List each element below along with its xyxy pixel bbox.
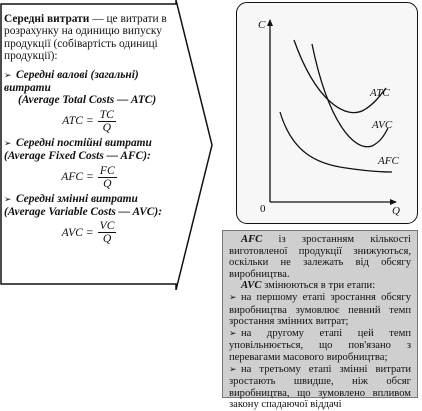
cost-item-avc [4,193,174,246]
avc-text: змінюються в три етапи: [264,280,376,292]
cost-item-afc [4,137,174,190]
formula-fraction [98,220,117,245]
formula-denominator: Q [102,120,111,134]
cost-title: Середні змінні витрати [16,192,138,205]
cost-abbreviation: (Average Fixed Costs — AFC): [4,150,151,163]
cost-item-atc [4,69,174,134]
definition-term: Середні витрати [4,13,90,25]
stage-item [229,292,411,328]
atc-curve-label: ATC [370,87,390,99]
explanation-box [222,230,418,411]
cost-title: Середні постійні витрати [16,136,152,149]
afc-curve-label: AFC [378,155,399,167]
afc-term: AFC [241,234,263,245]
cost-curves-chart [236,2,418,224]
atc-curve [294,40,386,113]
cost-abbreviation: (Average Total Costs — ATC) [18,94,157,107]
stage-text: на першому етапі зростання обсягу виробництва зумовлює певний темп зростання змінних витрат; [229,291,411,328]
definition-panel [4,13,174,248]
x-axis-label: Q [392,205,400,217]
formula-denominator: Q [103,176,112,190]
origin-label: 0 [260,203,266,215]
stage-text: на третьому етапі змінні витрати зростають швидше, ніж обсяг виробництва, що зумовлено впливом закону спадаючої віддачі [229,363,411,411]
afc-formula [4,165,174,190]
formula-fraction [98,109,116,134]
avc-term: AVC [241,280,262,292]
formula-lhs: AVC = [61,225,94,239]
stage-item [229,328,411,364]
arrow-bullet-icon: ➢ [4,138,12,149]
formula-numerator: FC [99,163,115,177]
formula-denominator: Q [102,232,112,246]
cost-abbreviation: (Average Variable Costs — AVC): [4,206,162,219]
cost-title: Середні валові (загальні) витрати [4,68,139,95]
afc-explanation [229,234,411,280]
avc-formula [4,220,174,245]
arrow-bullet-icon: ➢ [229,364,237,375]
avc-curve-label: AVC [372,119,393,131]
stage-text: на другому етапі цей темп уповільнюється, що пов'язано з перевагами масового виробництва; [229,327,411,363]
arrow-bullet-icon: ➢ [229,328,237,339]
formula-numerator: VC [99,219,115,233]
formula-fraction [98,165,117,190]
arrow-bullet-icon: ➢ [4,194,12,205]
formula-numerator: TC [99,107,114,121]
afc-text: із зростанням кількості виготовленої продукції знижуються, оскільки не залежать від обсягу виробництва. [229,234,411,280]
formula-lhs: AFC = [61,169,94,183]
definition-text: — це витрати в розрахунку на одиницю випуску продукції (собівартість одиниці продукції): [4,13,167,63]
arrow-bullet-icon: ➢ [229,292,237,303]
y-axis-label: C [258,19,266,31]
avc-explanation [229,280,411,292]
definition-paragraph [4,13,174,63]
atc-formula [4,109,174,134]
formula-lhs: ATC = [62,114,94,128]
arrow-bullet-icon: ➢ [4,70,12,81]
